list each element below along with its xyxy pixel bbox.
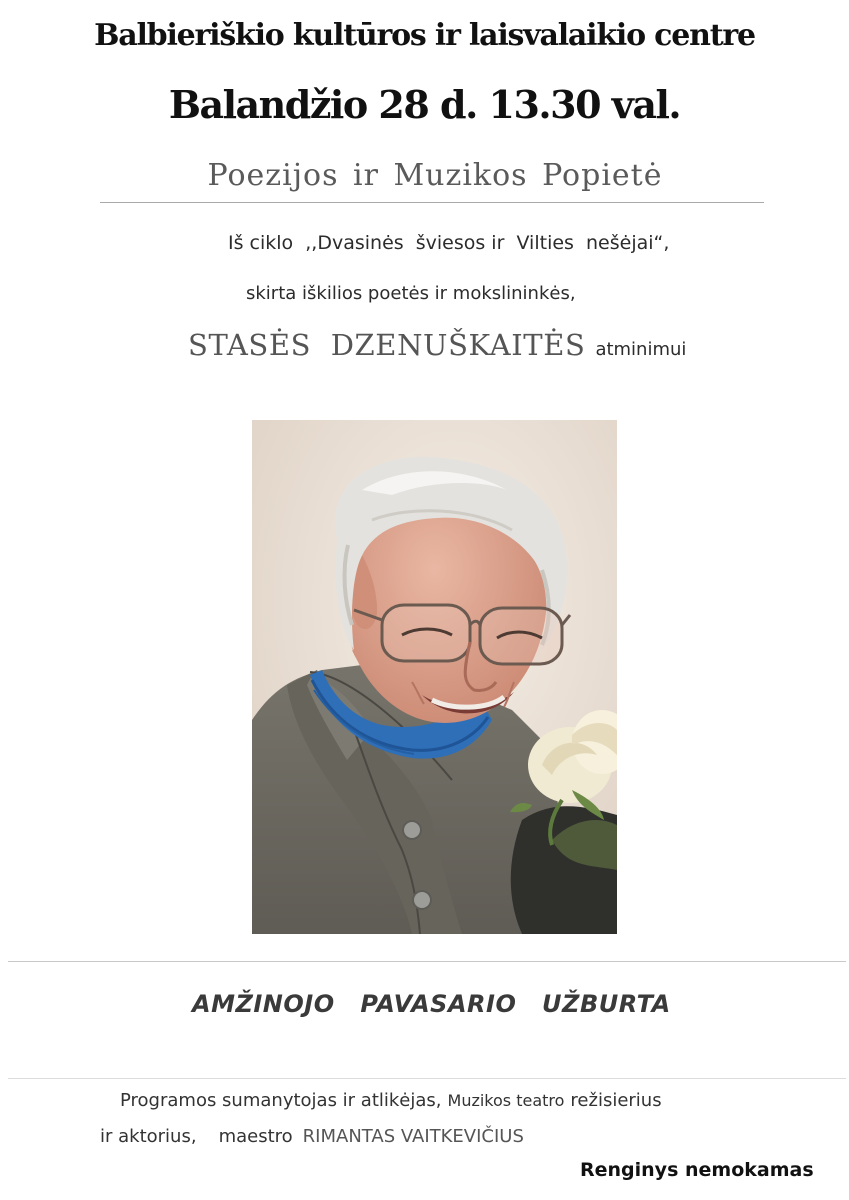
venue-heading: Balbieriškio kultūros ir laisvalaikio centre <box>94 18 755 53</box>
free-entry-note: Renginys nemokamas <box>580 1159 814 1181</box>
credits-role-e: maestro <box>218 1126 293 1147</box>
photo-divider <box>8 961 846 962</box>
credits-line-1 <box>120 1090 662 1111</box>
dedication-line: skirta iškilios poetės ir mokslininkės, <box>246 283 576 304</box>
event-datetime: Balandžio 28 d. 13.30 val. <box>168 82 681 127</box>
event-title: Poezijos ir Muzikos Popietė <box>207 158 663 193</box>
credits-role-c: režisierius <box>570 1090 662 1111</box>
program-title: AMŽINOJO PAVASARIO UŽBURTA <box>192 990 671 1018</box>
glasses-left-lens <box>382 605 470 661</box>
title-divider <box>100 202 764 203</box>
credits-role-b: Muzikos teatro <box>447 1091 565 1110</box>
credits-line-2 <box>100 1126 524 1147</box>
credits-divider <box>8 1078 846 1079</box>
performer-name: RIMANTAS VAITKEVIČIUS <box>302 1126 524 1147</box>
cycle-line: Iš ciklo ,,Dvasinės šviesos ir Vilties nešėjai“, <box>228 232 670 254</box>
credits-role-a: Programos sumanytojas ir atlikėjas, <box>120 1090 442 1111</box>
portrait-illustration <box>252 420 617 934</box>
honoree-suffix: atminimui <box>595 339 687 360</box>
honoree-name: STASĖS DZENUŠKAITĖS <box>188 328 586 362</box>
portrait-photo <box>252 420 617 934</box>
credits-role-d: ir aktorius, <box>100 1126 197 1147</box>
glasses-right-lens <box>480 608 562 664</box>
honoree-line <box>188 328 686 362</box>
